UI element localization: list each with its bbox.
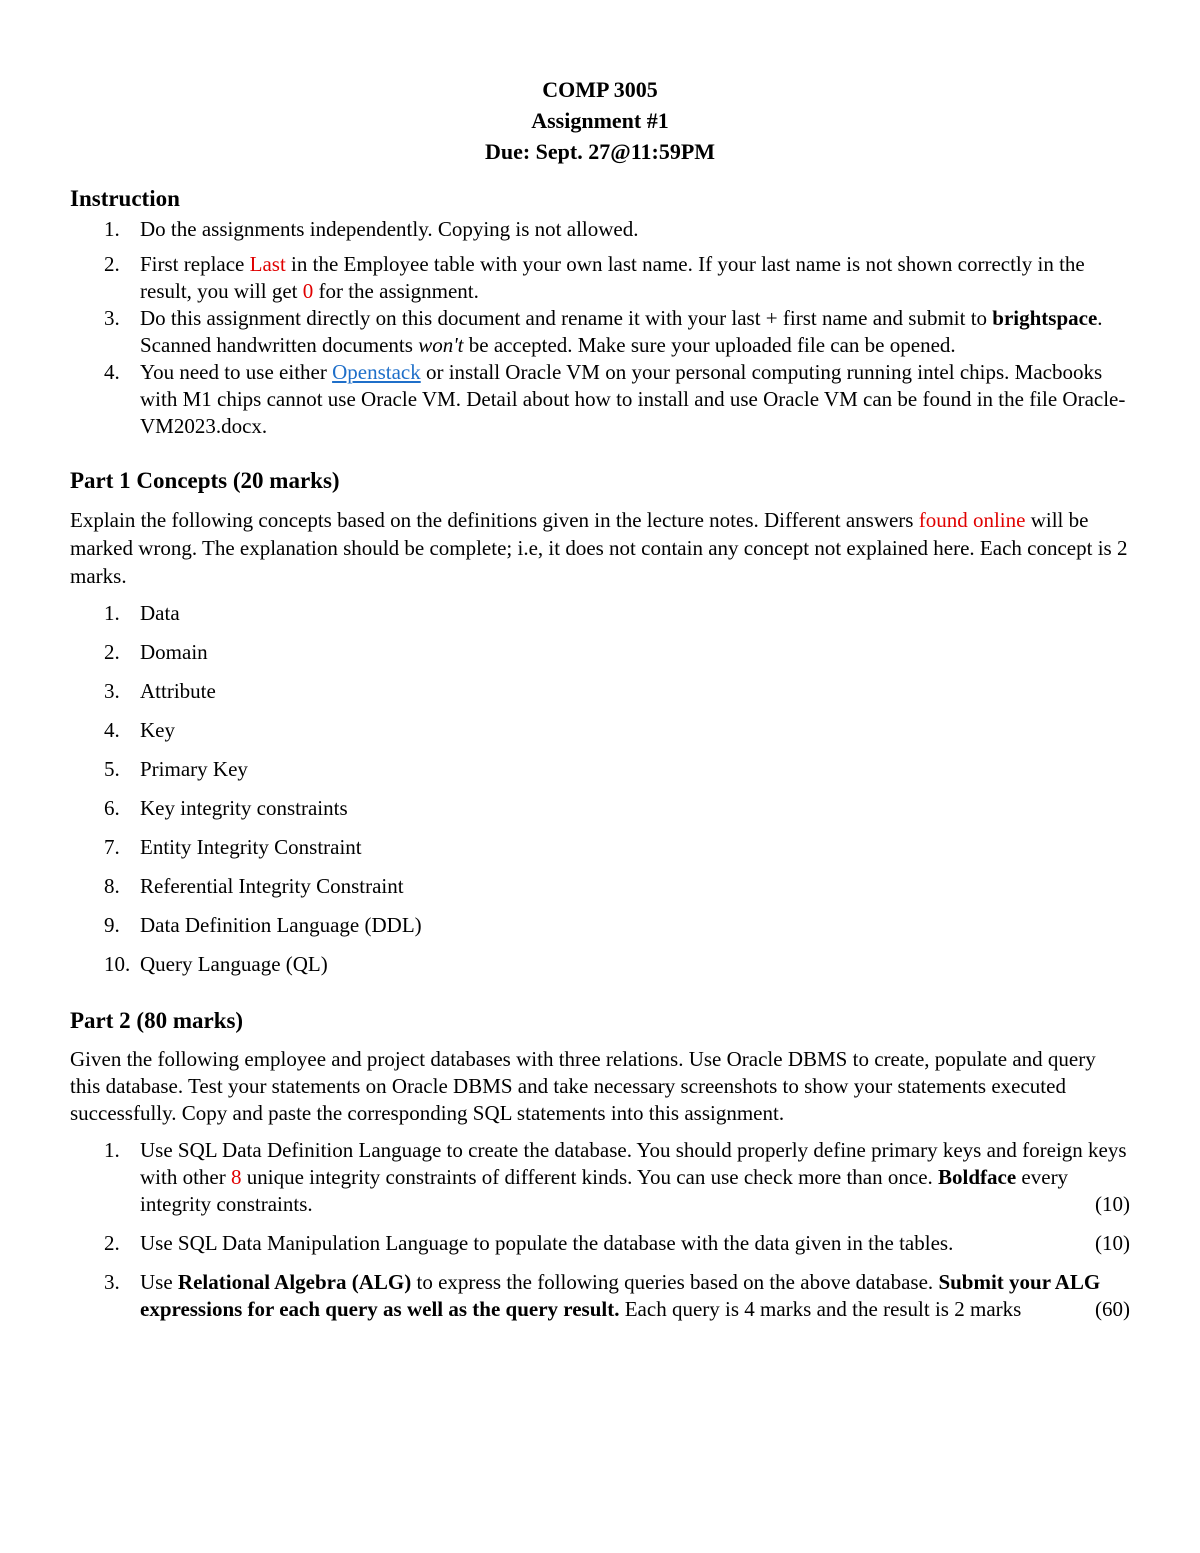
document-page — [70, 74, 1130, 1323]
assignment-title: Assignment #1 — [531, 108, 669, 133]
highlight-found-online: found online — [918, 508, 1026, 532]
concept-text: Data — [140, 601, 180, 625]
instruction-text: in the Employee table with your own last name. If your last name is not shown correctly in the result, you will get — [140, 252, 1085, 303]
instruction-text: for the assignment. — [313, 279, 479, 303]
list-number: 2. — [104, 1231, 120, 1255]
instruction-text: or install Oracle VM on your personal computing running intel chips. Macbooks with M1 chips cannot use Oracle VM. Detail about how to install and use Oracle VM can be found in the file Oracle-VM2023.docx. — [140, 360, 1126, 438]
task-text: to express the following queries based on the above database. — [411, 1270, 939, 1294]
boldface-bold: Boldface — [938, 1165, 1017, 1189]
due-date: Due: Sept. 27@11:59PM — [484, 139, 716, 164]
task-item — [70, 1230, 1130, 1257]
list-item — [70, 639, 1130, 666]
list-item — [70, 795, 1130, 822]
submit-bold: Submit your ALG expressions for each query as well as the query result. — [140, 1270, 1101, 1321]
instruction-heading: Instruction — [70, 186, 180, 211]
list-number: 5. — [104, 757, 120, 781]
list-number: 3. — [104, 1270, 120, 1294]
instruction-text: You need to use either — [140, 360, 333, 384]
list-item — [70, 912, 1130, 939]
list-item — [70, 834, 1130, 861]
concept-text: Data Definition Language (DDL) — [140, 913, 422, 937]
instruction-text: Do the assignments independently. Copying is not allowed. — [140, 217, 639, 241]
list-item — [70, 678, 1130, 705]
concept-list — [70, 600, 1130, 978]
list-number: 9. — [104, 913, 120, 937]
list-number: 1. — [104, 601, 120, 625]
list-item — [70, 756, 1130, 783]
task-text: Use SQL Data Definition Language to create the database. You should properly define primary keys and foreign keys with other — [140, 1138, 1127, 1189]
instruction-text: First replace — [140, 252, 250, 276]
list-number: 6. — [104, 796, 120, 820]
intro-text: will be marked wrong. The explanation should be complete; i.e, it does not contain any concept not explained here. Each concept is 2 marks. — [70, 508, 1128, 588]
list-number: 2. — [104, 252, 120, 276]
task-marks: (10) — [1095, 1192, 1130, 1216]
list-item — [70, 717, 1130, 744]
instruction-list — [70, 216, 1130, 440]
instruction-item — [70, 305, 1130, 359]
part1-intro — [70, 506, 1130, 590]
list-item — [70, 600, 1130, 627]
concept-text: Key — [140, 718, 175, 742]
part2-heading: Part 2 (80 marks) — [70, 1008, 244, 1033]
concept-text: Attribute — [140, 679, 216, 703]
brightspace-bold: brightspace — [992, 306, 1098, 330]
list-item — [70, 873, 1130, 900]
task-text: unique integrity constraints of different kinds. You can use check more than once. — [241, 1165, 939, 1189]
task-marks: (10) — [1095, 1231, 1130, 1255]
relational-algebra-bold: Relational Algebra (ALG) — [177, 1270, 412, 1294]
part1-heading: Part 1 Concepts (20 marks) — [70, 468, 340, 493]
highlight-eight: 8 — [230, 1165, 242, 1189]
list-number: 2. — [104, 640, 120, 664]
part2-intro: Given the following employee and project databases with three relations. Use Oracle DBMS to create, populate and query this database. Test your statements on Oracle DBMS and take necessary screenshots to show your statements executed successfully. Copy and paste the corresponding SQL statements into this assignment. — [70, 1047, 1096, 1125]
task-text: every integrity constraints. — [140, 1165, 1069, 1216]
list-item — [70, 951, 1130, 978]
highlight-last: Last — [249, 252, 286, 276]
list-number: 3. — [104, 679, 120, 703]
task-text: Use SQL Data Manipulation Language to populate the database with the data given in the tables. — [140, 1231, 954, 1255]
list-number: 7. — [104, 835, 120, 859]
list-number: 10. — [104, 952, 131, 976]
concept-text: Referential Integrity Constraint — [140, 874, 404, 898]
task-marks: (60) — [1095, 1297, 1130, 1321]
wont-italic: won't — [418, 333, 464, 357]
concept-text: Query Language (QL) — [140, 952, 328, 976]
instruction-item — [70, 359, 1130, 440]
task-list — [70, 1137, 1130, 1323]
list-number: 8. — [104, 874, 120, 898]
list-number: 3. — [104, 306, 120, 330]
task-item — [70, 1269, 1130, 1323]
instruction-text: . Scanned handwritten documents — [140, 306, 1103, 357]
intro-text: Explain the following concepts based on the definitions given in the lecture notes. Different answers — [70, 508, 919, 532]
instruction-text: Do this assignment directly on this document and rename it with your last + first name and submit to — [140, 306, 993, 330]
concept-text: Primary Key — [140, 757, 248, 781]
instruction-item — [70, 251, 1130, 305]
task-text: Use — [140, 1270, 178, 1294]
instruction-item — [70, 216, 1130, 243]
list-number: 4. — [104, 360, 120, 384]
concept-text: Domain — [140, 640, 208, 664]
course-title: COMP 3005 — [542, 77, 658, 102]
task-text: Each query is 4 marks and the result is 2 marks — [619, 1297, 1022, 1321]
highlight-zero: 0 — [302, 279, 314, 303]
concept-text: Entity Integrity Constraint — [140, 835, 362, 859]
list-number: 1. — [104, 217, 120, 241]
list-number: 4. — [104, 718, 120, 742]
instruction-text: be accepted. Make sure your uploaded file can be opened. — [463, 333, 956, 357]
openstack-link[interactable]: Openstack — [332, 360, 421, 384]
list-number: 1. — [104, 1138, 120, 1162]
concept-text: Key integrity constraints — [140, 796, 348, 820]
task-item — [70, 1137, 1130, 1218]
